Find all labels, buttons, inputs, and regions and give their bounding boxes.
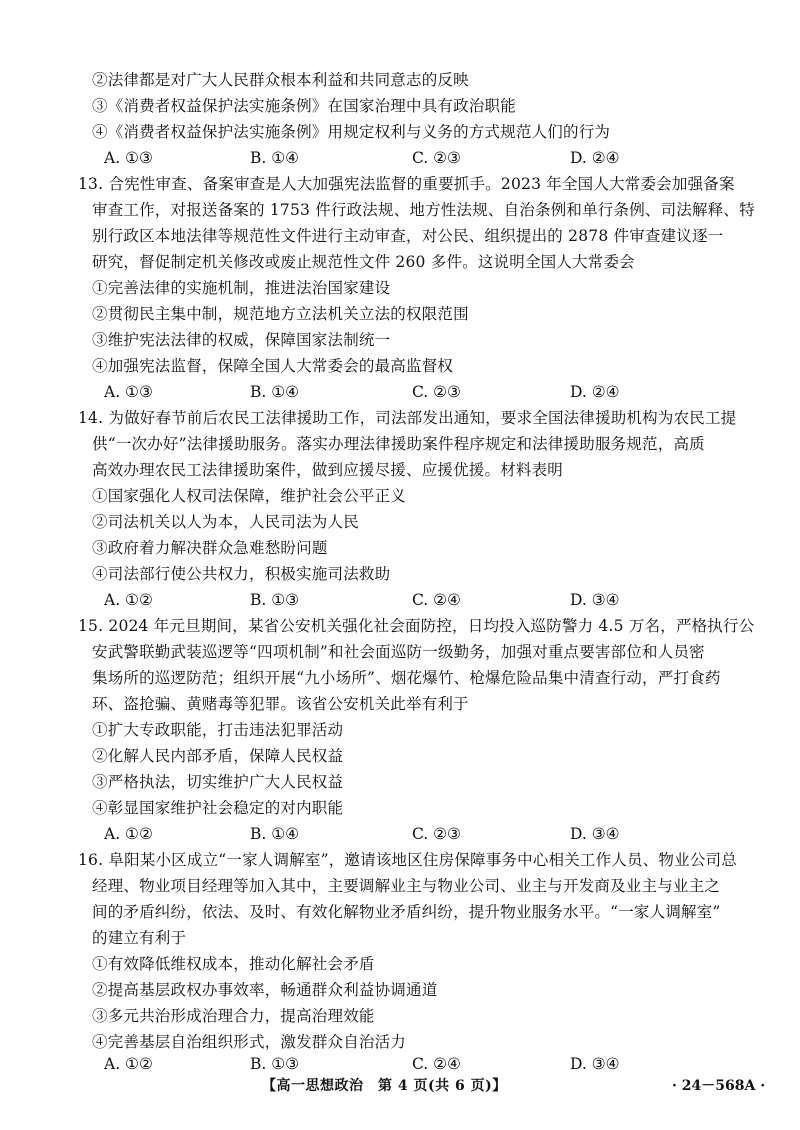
q16-option-1: ①有效降低维权成本，推动化解社会矛盾 — [92, 955, 375, 973]
q16-stem-line: 间的矛盾纠纷，依法、及时、有效化解物业矛盾纠纷，提升物业服务水平。“一家人调解室” — [92, 903, 721, 921]
q14-option-4: ④司法部行使公共权力，积极实施司法救助 — [92, 565, 391, 583]
q13-choice-a: A. ①③ — [104, 383, 153, 401]
q14-option-1: ①国家强化人权司法保障，维护社会公平正义 — [92, 487, 407, 505]
q13-stem-line: 别行政区本地法律等规范性文件进行主动审查，对公民、组织提出的 2878 件审查建议逐一 — [92, 227, 724, 245]
q15-choice-d: D. ③④ — [570, 825, 620, 843]
q15-option-2: ②化解人民内部矛盾，保障人民权益 — [92, 747, 344, 765]
q14-choice-a: A. ①② — [104, 591, 153, 609]
q15-choice-c: C. ②③ — [412, 825, 461, 843]
q16-option-4: ④完善基层自治组织形式，激发群众自治活力 — [92, 1033, 407, 1051]
q15-choice-b: B. ①④ — [250, 825, 300, 843]
q15-stem-line: 安武警联勤武装巡逻等“四项机制”和社会面巡防一级勤务，加强对重点要害部位和人员密 — [92, 643, 705, 661]
q13-choice-b: B. ①④ — [250, 383, 300, 401]
q16-option-3: ③多元共治形成治理合力，提高治理效能 — [92, 1007, 375, 1025]
q13-option-3: ③维护宪法法律的权威，保障国家法制统一 — [92, 331, 391, 349]
q14-option-3: ③政府着力解决群众急难愁盼问题 — [92, 539, 328, 557]
q12-choice-c: C. ②③ — [412, 149, 461, 167]
q12-option-4: ④《消费者权益保护法实施条例》用规定权利与义务的方式规范人们的行为 — [92, 123, 611, 141]
q14-stem-line: 高效办理农民工法律援助案件，做到应援尽援、应援优援。材料表明 — [92, 461, 564, 479]
page-footer-code: · 24－568A · — [672, 1078, 766, 1094]
q16-stem-line: 16. 阜阳某小区成立“一家人调解室”，邀请该地区住房保障事务中心相关工作人员、物业公司总 — [78, 851, 737, 869]
q14-choice-b: B. ①③ — [250, 591, 300, 609]
q14-option-2: ②司法机关以人为本，人民司法为人民 — [92, 513, 359, 531]
q13-choice-d: D. ②④ — [570, 383, 620, 401]
q13-choice-c: C. ②③ — [412, 383, 461, 401]
q15-stem-line: 环、盗抢骗、黄赌毒等犯罪。该省公安机关此举有利于 — [92, 695, 469, 713]
q15-choice-a: A. ①② — [104, 825, 153, 843]
q13-stem-line: 审查工作，对报送备案的 1753 件行政法规、地方性法规、自治条例和单行条例、司法解释、特 — [92, 201, 755, 219]
q15-option-3: ③严格执法，切实维护广大人民权益 — [92, 773, 344, 791]
q13-option-1: ①完善法律的实施机制，推进法治国家建设 — [92, 279, 391, 297]
q15-stem-line: 集场所的巡逻防范；组织开展“九小场所”、烟花爆竹、枪爆危险品集中清查行动，严打食药 — [92, 669, 721, 687]
q14-choice-d: D. ③④ — [570, 591, 620, 609]
q12-option-2: ②法律都是对广大人民群众根本利益和共同意志的反映 — [92, 71, 469, 89]
q16-stem-line: 经理、物业项目经理等加入其中，主要调解业主与物业公司、业主与开发商及业主与业主之 — [92, 877, 721, 895]
q14-stem-line: 供“一次办好”法律援助服务。落实办理法律援助案件程序规定和法律援助服务规范，高质 — [92, 435, 705, 453]
q12-choice-a: A. ①③ — [104, 149, 153, 167]
q13-stem-line: 研究，督促制定机关修改或废止规范性文件 260 多件。这说明全国人大常委会 — [92, 253, 635, 271]
page-footer-title: 【高一思想政治 第 4 页(共 6 页)】 — [262, 1078, 507, 1094]
q14-choice-c: C. ②④ — [412, 591, 461, 609]
q16-choice-d: D. ③④ — [570, 1055, 620, 1073]
q16-option-2: ②提高基层政权办事效率，畅通群众利益协调通道 — [92, 981, 438, 999]
q13-option-2: ②贯彻民主集中制，规范地方立法机关立法的权限范围 — [92, 305, 469, 323]
q16-stem-line: 的建立有利于 — [92, 929, 187, 947]
q12-option-3: ③《消费者权益保护法实施条例》在国家治理中具有政治职能 — [92, 97, 516, 115]
q15-option-4: ④彰显国家维护社会稳定的对内职能 — [92, 799, 344, 817]
q13-stem-line: 13. 合宪性审查、备案审查是人大加强宪法监督的重要抓手。2023 年全国人大常委会加强备案 — [78, 175, 735, 193]
q12-choice-b: B. ①④ — [250, 149, 300, 167]
q13-option-4: ④加强宪法监督，保障全国人大常委会的最高监督权 — [92, 357, 454, 375]
q15-stem-line: 15. 2024 年元旦期间，某省公安机关强化社会面防控，日均投入巡防警力 4.5 万名，严格执行公 — [78, 617, 755, 635]
q14-stem-line: 14. 为做好春节前后农民工法律援助工作，司法部发出通知，要求全国法律援助机构为农民工提 — [78, 409, 737, 427]
q16-choice-c: C. ②④ — [412, 1055, 461, 1073]
q16-choice-a: A. ①② — [104, 1055, 153, 1073]
q12-choice-d: D. ②④ — [570, 149, 620, 167]
q15-option-1: ①扩大专政职能，打击违法犯罪活动 — [92, 721, 344, 739]
q16-choice-b: B. ①③ — [250, 1055, 300, 1073]
